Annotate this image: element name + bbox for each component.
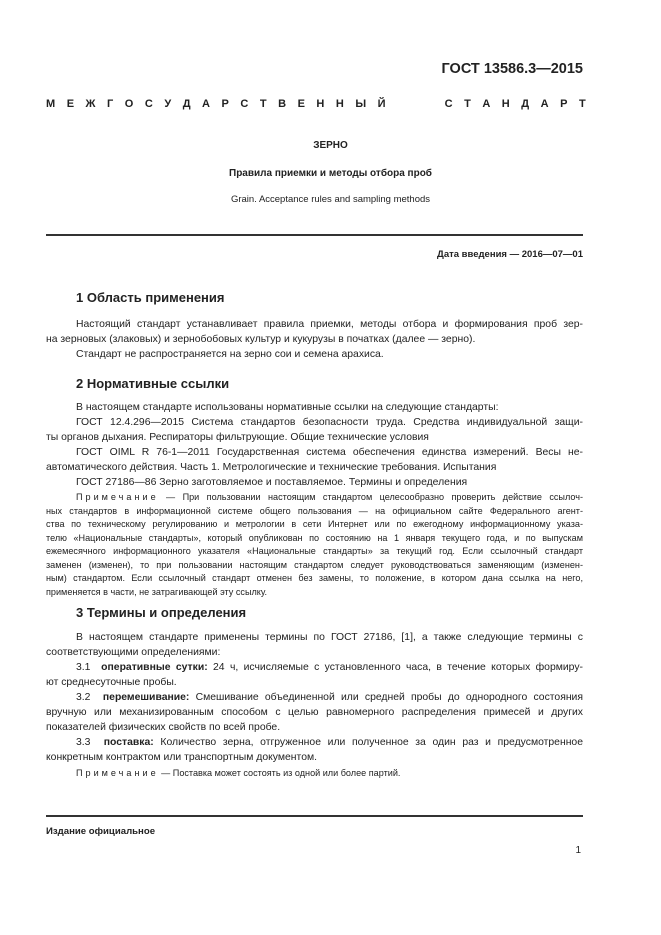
text-line: В настоящем стандарте применены термины по ГОСТ 27186, [1], а также следующие термины с <box>76 632 583 643</box>
text-line: вручную или механизированным способом с целью равномерного распределения примесей и других <box>46 707 583 718</box>
section-3-note <box>46 767 583 781</box>
note-line: телю «Национальные стандарты», который опубликован по состоянию на 1 января текущего года, и по выпускам <box>46 532 583 543</box>
text-line: соответствующими определениями: <box>46 647 221 658</box>
text-line: ГОСТ 12.4.296—2015 Система стандартов безопасности труда. Средства индивидуальной защи- <box>76 417 583 428</box>
interstate-letter: С <box>144 98 153 110</box>
interstate-letter: Т <box>464 98 471 110</box>
interstate-letter: Е <box>297 98 305 110</box>
text-line: на зерновых (злаковых) и зернобобовых культур и кукурузы в початках (далее — зерно). <box>46 334 476 345</box>
introduction-date: Дата введения — 2016—07—01 <box>437 249 583 260</box>
interstate-letter: Д <box>182 98 191 110</box>
note-line: ства по техническому регулированию и метрологии в сети Интернет или по ежегодному информационному указа- <box>46 519 583 529</box>
interstate-letter: В <box>278 98 287 110</box>
interstate-letter: Т <box>578 98 586 110</box>
interstate-letter: Д <box>521 98 530 110</box>
text-line: ют среднесуточные пробы. <box>46 677 177 688</box>
interstate-letter: А <box>482 98 491 110</box>
note-line: применяется в части, не затрагивающей эту ссылку. <box>46 586 268 597</box>
section-2-heading: 2 Нормативные ссылки <box>76 376 230 391</box>
text-line: показателей физических свойств по всей пробе. <box>46 722 281 733</box>
section-1-heading: 1 Область применения <box>76 290 225 305</box>
footer-divider <box>46 815 583 817</box>
note-line: заменен (изменен), то при пользовании настоящим стандартом следует руководствоваться заменяющим (изменен- <box>46 559 583 570</box>
interstate-letter: С <box>444 98 453 110</box>
english-title: Grain. Acceptance rules and sampling methods <box>230 194 431 205</box>
interstate-letter: С <box>240 98 249 110</box>
note-line: Примечание — Поставка может состоять из одной или более партий. <box>76 768 401 778</box>
text-line: автоматического действия. Часть 1. Метрологические и технические требования. Испытания <box>46 462 497 473</box>
term-3-3: 3.3 поставка: Количество зерна, отгруженное или полученное за один раз и предусмотренное <box>76 737 583 748</box>
interstate-letter: Е <box>66 98 75 110</box>
document-title: ЗЕРНО <box>313 140 348 151</box>
section-3-heading: 3 Термины и определения <box>76 605 247 620</box>
text-line: ты органов дыхания. Респираторы фильтрующие. Общие технические условия <box>46 432 429 443</box>
interstate-letter: Н <box>316 98 325 110</box>
text-line: конкретным контрактом или транспортным документом. <box>46 752 317 763</box>
interstate-letter: Г <box>107 98 114 110</box>
interstate-letter: Н <box>335 98 344 110</box>
text-line: ГОСТ OIML R 76-1—2011 Государственная система обеспечения единства измерений. Весы не- <box>76 447 583 458</box>
interstate-letter: А <box>202 98 210 110</box>
note-line: ежемесячного информационного указателя «Национальные стандарты» за текущий год. Если ссылочный стандарт <box>46 546 583 556</box>
section-2-body <box>46 400 583 490</box>
gost-number: ГОСТ 13586.3—2015 <box>441 61 583 77</box>
document-subtitle: Правила приемки и методы отбора проб <box>229 168 432 179</box>
interstate-letter: А <box>540 98 549 110</box>
interstate-letter: Р <box>221 98 229 110</box>
section-3-body <box>46 630 583 765</box>
term-3-1: 3.1 оперативные сутки: 24 ч, исчисляемые с установленного часа, в течение которых формиру- <box>76 662 583 673</box>
interstate-standard-heading <box>46 98 586 110</box>
word-gap <box>397 98 433 110</box>
note-line: ным) стандартом. Если ссылочный стандарт отменен без замены, то положение, в котором дана ссылка на него, <box>46 573 583 583</box>
interstate-letter: Ж <box>85 98 96 110</box>
interstate-letter: Н <box>501 98 510 110</box>
term-3-2: 3.2 перемешивание: Смешивание объединенной или средней пробы до однородного состояния <box>76 692 583 703</box>
section-1-body <box>46 317 583 362</box>
section-2-note <box>46 491 583 599</box>
interstate-letter: Ы <box>355 98 367 110</box>
official-edition-label: Издание официальное <box>46 826 156 837</box>
page-number: 1 <box>575 845 581 856</box>
interstate-letter: У <box>164 98 172 110</box>
interstate-letter: Й <box>377 98 386 110</box>
interstate-letter: О <box>124 98 134 110</box>
note-line: ных стандартов в информационной системе общего пользования — на официальном сайте Федерального агент- <box>46 505 583 516</box>
interstate-letter: Т <box>259 98 267 110</box>
interstate-letter: М <box>46 98 56 110</box>
text-line: Настоящий стандарт устанавливает правила приемки, методы отбора и формирования проб зер- <box>76 319 583 330</box>
note-line: Примечание — При пользовании настоящим стандартом целесообразно проверить действие ссылоч- <box>76 492 583 502</box>
text-line: ГОСТ 27186—86 Зерно заготовляемое и поставляемое. Термины и определения <box>76 477 468 488</box>
title-divider <box>46 234 583 236</box>
interstate-letter: Р <box>560 98 568 110</box>
text-line: В настоящем стандарте использованы нормативные ссылки на следующие стандарты: <box>76 402 499 413</box>
text-line: Стандарт не распространяется на зерно сои и семена арахиса. <box>76 349 384 360</box>
